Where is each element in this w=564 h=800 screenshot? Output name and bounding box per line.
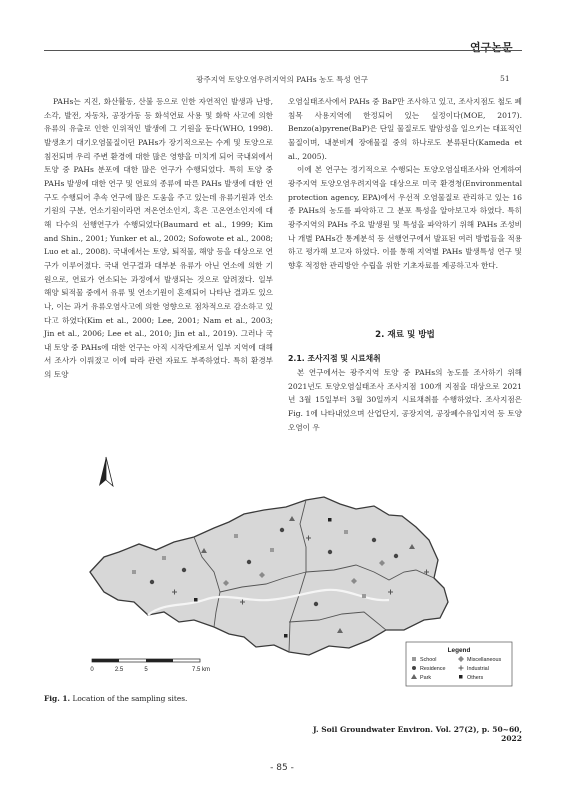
residence-marker	[182, 568, 186, 572]
section-heading: 2. 재료 및 방법	[375, 330, 435, 340]
body-paragraph: 오염실태조사에서 PAHs 중 BaP만 조사하고 있고, 조사지점도 철도 폐침목 사용지역에 한정되어 있는 실정이다(MOE, 2017). Benzo(a)pyrene(BaP)은 단일 물질로도 발암성을 일으키는 대표적인 물질이며, 내분비계 장애물질 중의 하나로도 분류된다(Kameda et al., 2005).	[288, 97, 522, 161]
legend-label: Park	[420, 675, 432, 681]
scale-tick-label: 7.5 km	[192, 667, 211, 673]
residence-marker	[280, 528, 284, 532]
school-marker	[270, 548, 274, 552]
figure-caption	[44, 694, 187, 703]
school-marker	[362, 594, 366, 598]
school-marker	[162, 556, 166, 560]
legend-label: School	[420, 657, 437, 663]
school-marker	[132, 570, 136, 574]
map-legend	[406, 642, 512, 686]
residence-marker	[394, 554, 398, 558]
residence-marker	[372, 538, 376, 542]
school-marker	[234, 534, 238, 538]
residence-marker	[247, 560, 251, 564]
legend-label: Industrial	[467, 666, 489, 672]
city-boundary	[90, 497, 448, 655]
body-paragraph: 이에 본 연구는 정기적으로 수행되는 토양오염실태조사와 연계하여 광주지역 토양오염우려지역을 대상으로 미국 환경청(Environmental protection agency, EPA)에서 우선적 오염물질로 관리하고 있는 16종 PAHs의 농도를 파악하고 그 분포 특성을 알아보고자 하였다. 특히 광주지역의 PAHs 주요 발생원 및 특성을 파악하기 위해 PAHs 조성비나 개별 PAHs간 통계분석 등 선행연구에서 발표된 여러 방법들을 적용하고 평가해 보고자 하였다. 이를 통해 지역별 PAHs 발생특성 연구 및 향후 적정한 관리방안 수립을 위한 기초자료를 제공하고자 한다.	[288, 165, 522, 270]
others-marker	[194, 598, 198, 602]
others-marker	[284, 634, 288, 638]
left-column	[44, 95, 273, 382]
school-marker	[344, 530, 348, 534]
scale-tick-label: 5	[144, 667, 148, 673]
scale-tick-label: 0	[90, 667, 94, 673]
subsection-heading: 2.1. 조사지점 및 시료채취	[288, 354, 381, 363]
running-title: 광주지역 토양오염우려지역의 PAHs 농도 특성 연구	[196, 75, 368, 84]
others-marker	[328, 518, 332, 522]
residence-marker	[314, 602, 318, 606]
figure-caption-text: Location of the sampling sites.	[72, 694, 188, 703]
right-column	[288, 95, 522, 273]
legend-label: Residence	[420, 666, 446, 672]
body-paragraph: PAHs는 지진, 화산활동, 산불 등으로 인한 자연적인 발생과 난방, 소각, 발전, 자동차, 공장가동 등 화석연료 사용 및 화학 사고에 의한 유류의 유출로 인한 인위적인 발생에 그 기원을 둔다(WHO, 1998). 발생초기 대기오염물질이던 PAHs가 장기적으로는 수계 및 토양으로 침전되며 우리 주변 환경에 대한 많은 영향을 미치게 되어 국내외에서 토양 중 PAHs 분포에 대한 많은 연구가 수행되었다. 특히 토양 중 PAHs 발생에 대한 연구 및 연료의 종류에 따른 PAHs 발생에 대한 연구도 수행되어 추속 연구에 많은 도움을 주고 있는데 유류기원과 연소기원의 구분, 연소기원이라면 저온연소인지, 혹은 고온연소인지에 대해 다수의 선행연구가 수행되었다(Baumard et al., 1999; Kim and Shin., 2001; Yunker et al., 2002; Sofowote et al., 2008; Luo et al., 2008). 국내에서는 토양, 퇴적물, 해양 등을 대상으로 연구가 이루어졌다. 국내 연구결과 대부분 유류가 아닌 연소에 의한 기원으로, 연료가 연소되는 과정에서 발생되는 것으로 알려졌다. 일부 해양 퇴적물 중에서 유류 및 연소기원이 혼재되어 나타난 결과도 있으나, 이는 과거 유류오염사고에 의한 영향으로 점차적으로 감소하고 있다고 하였다(Kim et al., 2000; Lee, 2001; Nam et al., 2003; Jin et al., 2006; Lee et al., 2010; Jin et al., 2019). 그러나 국내 토양 중 PAHs에 대한 연구는 아직 시작단계로서 일부 지역에 대해서 조사가 이뤄졌고 이에 따라 관련 자료도 부족하였다. 특히 환경부의 토양	[44, 97, 273, 380]
header-rule	[44, 50, 522, 51]
residence-marker	[150, 580, 154, 584]
journal-citation: J. Soil Groundwater Environ. Vol. 27(2), p. 50~60, 2022	[313, 725, 522, 743]
legend-label: Miscellaneous	[467, 657, 502, 663]
right-column-lower	[288, 366, 522, 434]
scale-bar	[90, 659, 210, 673]
section-tag: 연구논문	[470, 41, 513, 54]
scale-tick-label: 2.5	[114, 667, 124, 673]
figure-label: Fig. 1.	[44, 694, 71, 703]
sampling-site-map	[44, 452, 514, 687]
north-arrow-icon	[99, 457, 113, 486]
residence-marker	[328, 550, 332, 554]
page-folio: - 85 -	[270, 763, 294, 773]
legend-label: Others	[467, 675, 484, 681]
body-paragraph: 본 연구에서는 광주지역 토양 중 PAHs의 농도를 조사하기 위해 2021년도 토양오염실태조사 조사지점 100개 지점을 대상으로 2021년 3월 15일부터 3월 30일까지 시료채취를 수행하였다. 조사지점은 Fig. 1에 나타내었으며 산업단지, 공장지역, 공장폐수유입지역 등 토양오염이 우	[288, 368, 522, 432]
legend-title: Legend	[447, 647, 471, 654]
page-number: 51	[500, 74, 510, 83]
